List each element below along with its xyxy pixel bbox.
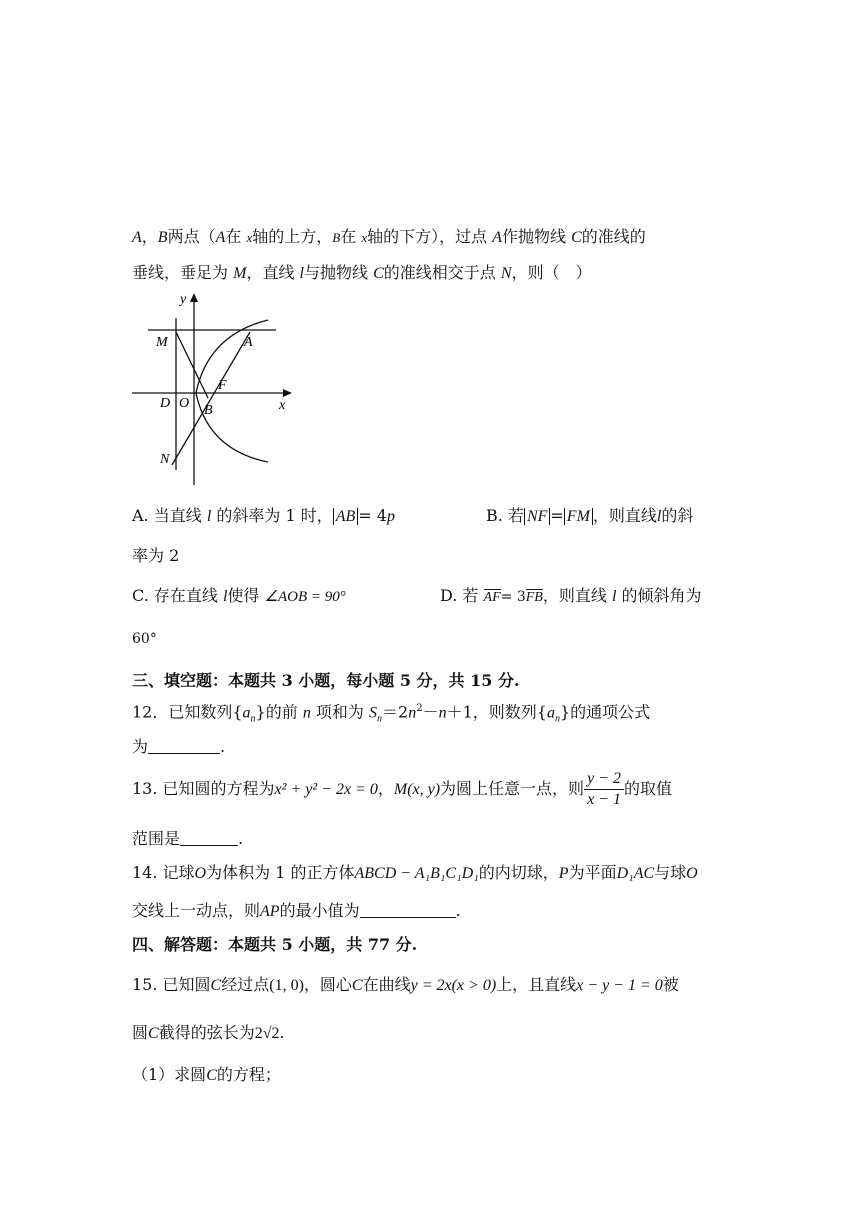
section-4-heading: 四、解答题：本题共 5 小题，共 77 分. [132,935,418,954]
option-b: B. 若 NF = FM ，则直线l的斜 [486,506,694,525]
q15-line2: 圆C截得的弦长为2√2. [132,1023,285,1042]
label-f: F [218,378,227,393]
label-x: x [279,398,286,413]
mb-segment [176,332,208,398]
q15-sub1: （1）求圆C的方程； [132,1065,281,1084]
label-m: M [156,335,168,350]
section-3-heading: 三、填空题：本题共 3 小题，每小题 5 分，共 15 分. [132,671,520,690]
label-n: N [160,452,170,467]
q14-line1: 14. 记球O为体积为 1 的正方体ABCD − A₁B₁C₁D₁的内切球，P为平面D₁AC与球O [132,863,698,882]
option-d: D. 若 AF= 3FB，则直线 l 的倾斜角为 [440,586,702,605]
label-y: y [180,292,187,307]
parabola-curve [196,320,268,462]
q14-line2: 交线上一动点，则AP的最小值为 . [132,901,461,920]
q11-line1: A，B两点（A在 x轴的上方，B在 x轴的下方），过点 A作抛物线 C的准线的 [132,227,646,246]
q12-line1: 12．已知数列$\{a_n\}$的前 n 项和为 $S_n=2n^2-n+1$，则数列$\{a_n\}$的通项公式 [132,702,651,725]
answer-blank[interactable] [360,901,456,918]
q13-line2: 范围是 . [132,829,244,848]
option-b-cont: 率为 2 [132,546,180,565]
q13-line1: 13. 已知圆的方程为x² + y² − 2x = 0，M(x, y)为圆上任意一点，则 $\frac{y - 2}{x - 1}$ 的取值 [132,770,672,808]
parabola-figure [128,290,298,490]
label-a: A [244,335,253,350]
x-axis-arrow [283,389,292,397]
var-a: A [132,229,142,246]
option-d-cont: 60° [132,631,157,647]
label-b: B [204,403,213,418]
option-c: C. 存在直线 l使得 ∠AOB = 90° [132,586,346,605]
answer-blank[interactable] [180,829,238,846]
answer-blank[interactable] [148,737,220,754]
q12-line2: 为 . [132,737,226,756]
fraction: $\frac{y - 2}{x - 1}$ [584,769,624,810]
q15-line1: 15. 已知圆C经过点(1, 0)，圆心C在曲线y = 2x(x > 0)上，且直线x − y − 1 = 0被 [132,975,679,994]
option-a: A. 当直线 l 的斜率为 1 时， AB = 4p [132,506,395,525]
y-axis-arrow [190,293,198,302]
q11-line2: 垂线，垂足为 M，直线 l与抛物线 C的准线相交于点 N，则（ ） [132,263,592,282]
label-o: O [179,396,190,411]
label-d: D [160,396,171,411]
